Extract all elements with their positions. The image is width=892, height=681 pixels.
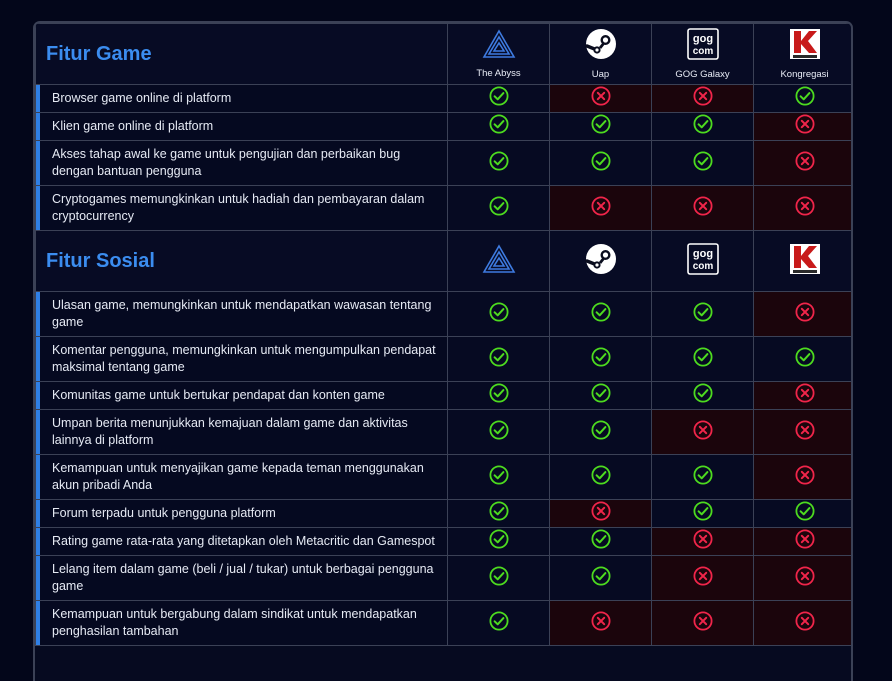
check-circle-icon xyxy=(693,501,713,526)
x-circle-icon xyxy=(795,566,815,591)
feature-supported-cell xyxy=(550,141,652,186)
platform-header-cell xyxy=(448,231,550,292)
feature-unsupported-cell xyxy=(754,528,854,556)
check-circle-icon xyxy=(489,529,509,554)
feature-unsupported-cell xyxy=(754,382,854,410)
feature-comparison-panel xyxy=(33,21,853,681)
check-circle-icon xyxy=(693,347,713,372)
feature-unsupported-cell xyxy=(652,556,754,601)
x-circle-icon xyxy=(795,611,815,636)
platform-header-cell xyxy=(550,231,652,292)
feature-comparison-table xyxy=(35,23,853,646)
x-circle-icon xyxy=(795,151,815,176)
check-circle-icon xyxy=(591,420,611,445)
feature-supported-cell xyxy=(448,528,550,556)
x-circle-icon xyxy=(693,420,713,445)
feature-supported-cell xyxy=(550,382,652,410)
feature-unsupported-cell xyxy=(550,186,652,231)
x-circle-icon xyxy=(795,196,815,221)
check-circle-icon xyxy=(795,501,815,526)
feature-row xyxy=(36,528,854,556)
x-circle-icon xyxy=(591,501,611,526)
check-circle-icon xyxy=(489,566,509,591)
check-circle-icon xyxy=(693,114,713,139)
platform-header-cell xyxy=(652,24,754,85)
platform-header-cell xyxy=(754,231,854,292)
check-circle-icon xyxy=(489,114,509,139)
feature-unsupported-cell xyxy=(652,528,754,556)
feature-supported-cell xyxy=(652,292,754,337)
platform-header-cell xyxy=(448,24,550,85)
x-circle-icon xyxy=(795,465,815,490)
section-title: Fitur Game xyxy=(36,24,448,85)
gog-com-logo xyxy=(652,243,753,280)
check-circle-icon xyxy=(489,86,509,111)
feature-supported-cell xyxy=(448,455,550,500)
feature-unsupported-cell xyxy=(550,500,652,528)
check-circle-icon xyxy=(591,114,611,139)
feature-unsupported-cell xyxy=(550,85,652,113)
svg-text:com: com xyxy=(692,46,713,57)
abyss-triangle-logo xyxy=(448,29,549,64)
feature-supported-cell xyxy=(754,85,854,113)
check-circle-icon xyxy=(591,302,611,327)
feature-label: Komentar pengguna, memungkinkan untuk mengumpulkan pendapat maksimal tentang game xyxy=(36,337,448,382)
feature-label: Cryptogames memungkinkan untuk hadiah dan pembayaran dalam cryptocurrency xyxy=(36,186,448,231)
x-circle-icon xyxy=(693,86,713,111)
x-circle-icon xyxy=(795,114,815,139)
abyss-triangle-logo xyxy=(448,244,549,279)
feature-row xyxy=(36,85,854,113)
kongregate-logo xyxy=(754,28,853,65)
check-circle-icon xyxy=(795,347,815,372)
check-circle-icon xyxy=(693,302,713,327)
feature-unsupported-cell xyxy=(754,186,854,231)
feature-supported-cell xyxy=(448,292,550,337)
feature-supported-cell xyxy=(448,113,550,141)
feature-row xyxy=(36,382,854,410)
check-circle-icon xyxy=(795,86,815,111)
feature-supported-cell xyxy=(652,500,754,528)
gog-com-logo xyxy=(652,28,753,65)
svg-text:gog: gog xyxy=(692,33,713,45)
feature-label: Kemampuan untuk bergabung dalam sindikat untuk mendapatkan penghasilan tambahan xyxy=(36,601,448,646)
x-circle-icon xyxy=(693,529,713,554)
feature-supported-cell xyxy=(550,455,652,500)
feature-supported-cell xyxy=(652,113,754,141)
feature-unsupported-cell xyxy=(754,455,854,500)
platform-name: Kongregasi xyxy=(780,69,829,80)
feature-row xyxy=(36,113,854,141)
feature-supported-cell xyxy=(448,410,550,455)
x-circle-icon xyxy=(591,196,611,221)
feature-supported-cell xyxy=(448,500,550,528)
feature-supported-cell xyxy=(448,85,550,113)
feature-row xyxy=(36,500,854,528)
feature-supported-cell xyxy=(448,337,550,382)
feature-unsupported-cell xyxy=(754,556,854,601)
x-circle-icon xyxy=(693,566,713,591)
feature-unsupported-cell xyxy=(754,141,854,186)
feature-label: Umpan berita menunjukkan kemajuan dalam game dan aktivitas lainnya di platform xyxy=(36,410,448,455)
check-circle-icon xyxy=(591,151,611,176)
feature-unsupported-cell xyxy=(652,85,754,113)
check-circle-icon xyxy=(591,529,611,554)
kongregate-logo xyxy=(754,243,853,280)
check-circle-icon xyxy=(489,347,509,372)
platform-header-cell xyxy=(754,24,854,85)
steam-logo xyxy=(550,28,651,65)
check-circle-icon xyxy=(489,465,509,490)
check-circle-icon xyxy=(489,383,509,408)
check-circle-icon xyxy=(591,383,611,408)
check-circle-icon xyxy=(489,302,509,327)
steam-logo xyxy=(550,243,651,280)
feature-row xyxy=(36,292,854,337)
x-circle-icon xyxy=(693,611,713,636)
feature-supported-cell xyxy=(448,556,550,601)
section-header-row xyxy=(36,24,854,85)
x-circle-icon xyxy=(693,196,713,221)
feature-row xyxy=(36,556,854,601)
check-circle-icon xyxy=(489,151,509,176)
feature-label: Klien game online di platform xyxy=(36,113,448,141)
feature-supported-cell xyxy=(652,141,754,186)
check-circle-icon xyxy=(489,501,509,526)
feature-label: Lelang item dalam game (beli / jual / tukar) untuk berbagai pengguna game xyxy=(36,556,448,601)
feature-label: Browser game online di platform xyxy=(36,85,448,113)
feature-supported-cell xyxy=(448,382,550,410)
feature-unsupported-cell xyxy=(754,601,854,646)
feature-label: Forum terpadu untuk pengguna platform xyxy=(36,500,448,528)
x-circle-icon xyxy=(795,302,815,327)
feature-row xyxy=(36,337,854,382)
feature-supported-cell xyxy=(550,337,652,382)
feature-label: Akses tahap awal ke game untuk pengujian dan perbaikan bug dengan bantuan pengguna xyxy=(36,141,448,186)
feature-row xyxy=(36,455,854,500)
feature-label: Ulasan game, memungkinkan untuk mendapatkan wawasan tentang game xyxy=(36,292,448,337)
feature-row xyxy=(36,601,854,646)
check-circle-icon xyxy=(489,611,509,636)
x-circle-icon xyxy=(795,383,815,408)
x-circle-icon xyxy=(795,420,815,445)
feature-unsupported-cell xyxy=(754,113,854,141)
check-circle-icon xyxy=(591,566,611,591)
x-circle-icon xyxy=(591,611,611,636)
feature-supported-cell xyxy=(550,113,652,141)
feature-unsupported-cell xyxy=(652,601,754,646)
check-circle-icon xyxy=(693,383,713,408)
feature-row xyxy=(36,141,854,186)
section-title: Fitur Sosial xyxy=(36,231,448,292)
feature-unsupported-cell xyxy=(754,410,854,455)
platform-name: Uap xyxy=(591,69,610,80)
check-circle-icon xyxy=(591,347,611,372)
feature-supported-cell xyxy=(652,382,754,410)
platform-header-cell xyxy=(550,24,652,85)
section-header-row xyxy=(36,231,854,292)
feature-label: Rating game rata-rata yang ditetapkan oleh Metacritic dan Gamespot xyxy=(36,528,448,556)
check-circle-icon xyxy=(693,151,713,176)
feature-supported-cell xyxy=(550,292,652,337)
feature-supported-cell xyxy=(448,186,550,231)
feature-unsupported-cell xyxy=(652,410,754,455)
check-circle-icon xyxy=(489,196,509,221)
check-circle-icon xyxy=(489,420,509,445)
feature-label: Kemampuan untuk menyajikan game kepada teman menggunakan akun pribadi Anda xyxy=(36,455,448,500)
svg-text:com: com xyxy=(692,260,713,272)
feature-supported-cell xyxy=(550,528,652,556)
feature-supported-cell xyxy=(448,141,550,186)
check-circle-icon xyxy=(693,465,713,490)
check-circle-icon xyxy=(591,465,611,490)
feature-label: Komunitas game untuk bertukar pendapat dan konten game xyxy=(36,382,448,410)
feature-supported-cell xyxy=(652,455,754,500)
platform-name: GOG Galaxy xyxy=(675,69,730,80)
feature-supported-cell xyxy=(550,410,652,455)
feature-unsupported-cell xyxy=(754,292,854,337)
x-circle-icon xyxy=(795,529,815,554)
feature-supported-cell xyxy=(652,337,754,382)
feature-unsupported-cell xyxy=(550,601,652,646)
feature-row xyxy=(36,186,854,231)
feature-supported-cell xyxy=(448,601,550,646)
feature-unsupported-cell xyxy=(652,186,754,231)
feature-supported-cell xyxy=(754,500,854,528)
svg-text:gog: gog xyxy=(692,247,713,260)
feature-row xyxy=(36,410,854,455)
feature-supported-cell xyxy=(754,337,854,382)
x-circle-icon xyxy=(591,86,611,111)
platform-name: The Abyss xyxy=(476,68,521,79)
platform-header-cell xyxy=(652,231,754,292)
feature-supported-cell xyxy=(550,556,652,601)
